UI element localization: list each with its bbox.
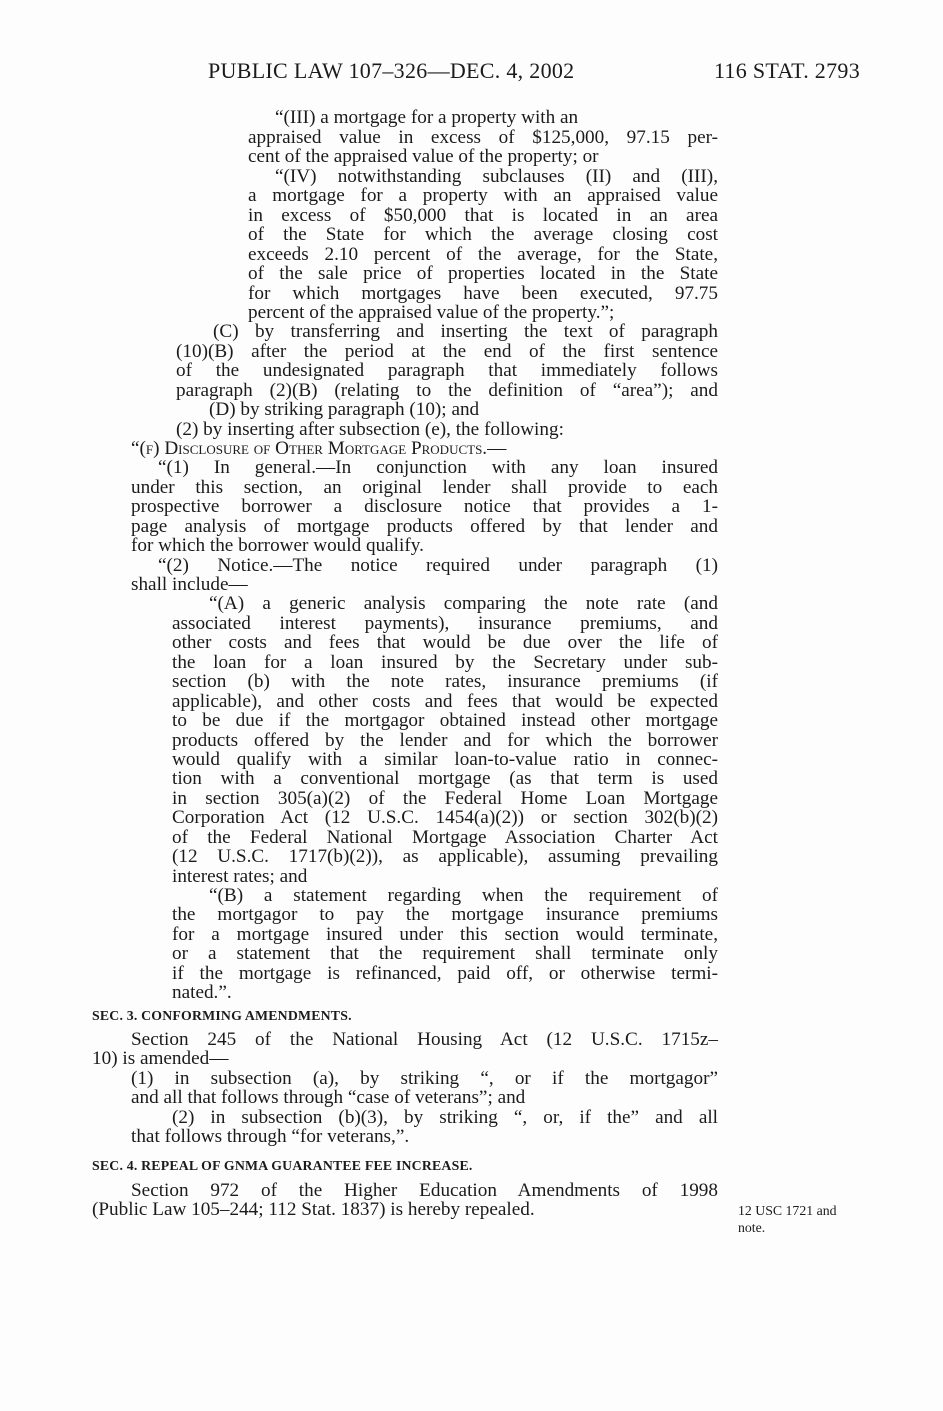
text-line: to be due if the mortgagor obtained instead other mortgage bbox=[172, 710, 718, 731]
text-line: (Public Law 105–244; 112 Stat. 1837) is hereby repealed. bbox=[92, 1199, 535, 1220]
text-line: “(A) a generic analysis comparing the note rate (and bbox=[209, 593, 718, 614]
text-line: appraised value in excess of $125,000, 97.15 per- bbox=[248, 127, 718, 148]
text-line: exceeds 2.10 percent of the average, for the State, bbox=[248, 244, 718, 265]
text-line: a mortgage for a property with an appraised value bbox=[248, 185, 718, 206]
text-line: “(IV) notwithstanding subclauses (II) and (III), bbox=[275, 166, 718, 187]
text-line: for which mortgages have been executed, 97.75 bbox=[248, 283, 718, 304]
text-line: applicable), and other costs and fees that would be expected bbox=[172, 691, 718, 712]
text-line: page analysis of mortgage products offered by that lender and bbox=[131, 516, 718, 537]
text-line: paragraph (2)(B) (relating to the definition of “area”); and bbox=[176, 380, 718, 401]
text-line: under this section, an original lender shall provide to each bbox=[131, 477, 718, 498]
text-line: or a statement that the requirement shall terminate only bbox=[172, 943, 718, 964]
text-line: (2) by inserting after subsection (e), the following: bbox=[176, 419, 564, 440]
text-line: “(2) Notice.—The notice required under paragraph (1) bbox=[158, 555, 718, 576]
text-line: if the mortgage is refinanced, paid off, or otherwise termi- bbox=[172, 963, 718, 984]
text-line: (2) in subsection (b)(3), by striking “, or, if the” and all bbox=[172, 1107, 718, 1128]
header-stat-page: 116 STAT. 2793 bbox=[713, 58, 860, 83]
text-line: shall include— bbox=[131, 574, 248, 595]
text-line: cent of the appraised value of the property; or bbox=[248, 146, 599, 167]
text-line: 10) is amended— bbox=[92, 1048, 229, 1069]
text-line: of the undesignated paragraph that immediately follows bbox=[176, 360, 718, 381]
text-line: (12 U.S.C. 1717(b)(2)), as applicable), assuming prevailing bbox=[172, 846, 718, 867]
text-line: Section 972 of the Higher Education Amendments of 1998 bbox=[131, 1180, 718, 1201]
text-line: for a mortgage insured under this section would terminate, bbox=[172, 924, 718, 945]
text-line: prospective borrower a disclosure notice that provides a 1- bbox=[131, 496, 718, 517]
text-line: interest rates; and bbox=[172, 866, 308, 887]
text-line: “(B) a statement regarding when the requirement of bbox=[209, 885, 718, 906]
text-line: products offered by the lender and for which the borrower bbox=[172, 730, 718, 751]
text-line: (1) in subsection (a), by striking “, or if the mortgagor” bbox=[131, 1068, 718, 1089]
text-line: section (b) with the note rates, insurance premiums (if bbox=[172, 671, 718, 692]
text-line: of the Federal National Mortgage Association Charter Act bbox=[172, 827, 718, 848]
section-heading: SEC. 4. REPEAL OF GNMA GUARANTEE FEE INCREASE. bbox=[92, 1158, 473, 1173]
text-line: (C) by transferring and inserting the text of paragraph bbox=[213, 321, 718, 342]
text-line: would qualify with a similar loan-to-value ratio in connec- bbox=[172, 749, 718, 770]
section-heading: SEC. 3. CONFORMING AMENDMENTS. bbox=[92, 1008, 352, 1023]
text-line: associated interest payments), insurance premiums, and bbox=[172, 613, 718, 634]
text-line: of the sale price of properties located in the State bbox=[248, 263, 718, 284]
text-line: other costs and fees that would be due over the life of bbox=[172, 632, 718, 653]
text-line: that follows through “for veterans,”. bbox=[131, 1126, 410, 1147]
text-line: in section 305(a)(2) of the Federal Home Loan Mortgage bbox=[172, 788, 718, 809]
text-line: and all that follows through “case of veterans”; and bbox=[131, 1087, 526, 1108]
text-line: Corporation Act (12 U.S.C. 1454(a)(2)) or section 302(b)(2) bbox=[172, 807, 718, 828]
text-line: tion with a conventional mortgage (as that term is used bbox=[172, 768, 718, 789]
text-line: (D) by striking paragraph (10); and bbox=[209, 399, 480, 420]
text-line: Section 245 of the National Housing Act (12 U.S.C. 1715z– bbox=[131, 1029, 718, 1050]
text-line: percent of the appraised value of the property.”; bbox=[248, 302, 615, 323]
margin-citation bbox=[738, 1202, 837, 1236]
text-line: the mortgagor to pay the mortgage insurance premiums bbox=[172, 904, 718, 925]
header-public-law: PUBLIC LAW 107–326—DEC. 4, 2002 bbox=[208, 58, 575, 83]
text-line: “(III) a mortgage for a property with an bbox=[275, 107, 579, 128]
text-line: the loan for a loan insured by the Secretary under sub- bbox=[172, 652, 718, 673]
running-header bbox=[208, 58, 860, 88]
text-line: for which the borrower would qualify. bbox=[131, 535, 424, 556]
margin-citation-line: note. bbox=[738, 1220, 766, 1235]
text-line: (10)(B) after the period at the end of the first sentence bbox=[176, 341, 718, 362]
text-line: “(1) In general.—In conjunction with any loan insured bbox=[158, 457, 718, 478]
text-line: in excess of $50,000 that is located in an area bbox=[248, 205, 718, 226]
margin-citation-line: 12 USC 1721 and bbox=[738, 1203, 837, 1218]
text-line: of the State for which the average closing cost bbox=[248, 224, 718, 245]
subsection-heading: “(f) Disclosure of Other Mortgage Products.— bbox=[131, 438, 507, 459]
text-line: nated.”. bbox=[172, 982, 232, 1003]
